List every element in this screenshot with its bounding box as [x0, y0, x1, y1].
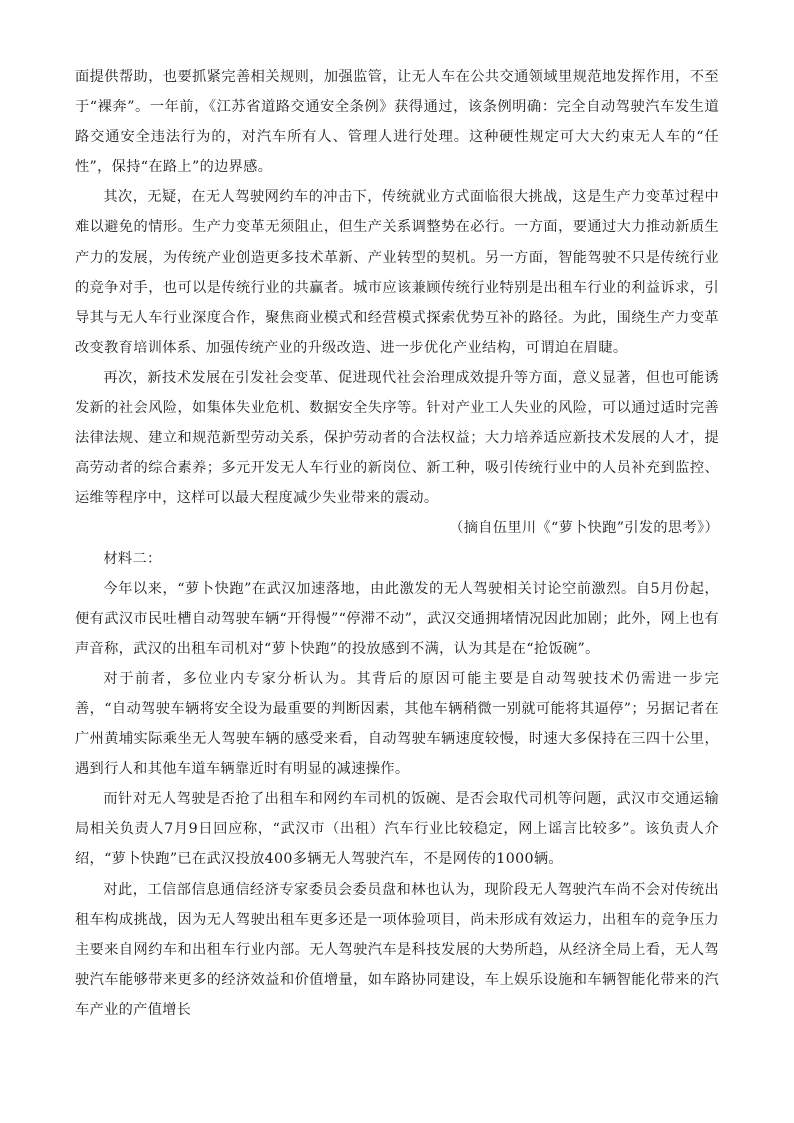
paragraph-official-response: 而针对无人驾驶是否抢了出租车和网约车司机的饭碗、是否会取代司机等问题，武汉市交通运输局相关负责人7月9日回应称，“武汉市（出租）汽车行业比较稳定，网上谣言比较多”。该负责人介绍，“萝卜快跑”已在武汉投放400多辆无人驾驶汽车，不是网传的1000辆。	[75, 791, 719, 868]
paragraph-regulation: 面提供帮助，也要抓紧完善相关规则，加强监管，让无人车在公共交通领域里规范地发挥作用，不至于“裸奔”。一年前，《江苏省道路交通安全条例》获得通过，该条例明确：完全自动驾驶汽车发生道路交通安全违法行为的，对汽车所有人、管理人进行处理。这种硬性规定可大大约束无人车的“任性”，保持“在路上”的边界感。	[75, 69, 719, 176]
paragraph-social-risk: 再次，新技术发展在引发社会变革、促进现代社会治理成效提升等方面，意义显著，但也可能诱发新的社会风险，如集体失业危机、数据安全失序等。针对产业工人失业的风险，可以通过适时完善法律法规、建立和规范新型劳动关系，保护劳动者的合法权益；大力培养适应新技术发展的人才，提高劳动者的综合素养；多元开发无人车行业的新岗位、新工种，吸引传统行业中的人员补充到监控、运维等程序中，这样可以最大程度减少失业带来的震动。	[75, 369, 719, 507]
paragraph-expert-analysis: 对于前者，多位业内专家分析认为。其背后的原因可能主要是自动驾驶技术仍需进一步完善，“自动驾驶车辆将安全设为最重要的判断因素，其他车辆稍微一别就可能将其逼停”；另据记者在广州黄埔实际乘坐无人驾驶车辆的感受来看，自动驾驶车辆速度较慢，时速大多保持在三四十公里，遇到行人和其他车道车辆靠近时有明显的减速操作。	[75, 670, 719, 778]
paragraph-wuhan-deployment: 今年以来，“萝卜快跑”在武汉加速落地，由此激发的无人驾驶相关讨论空前激烈。自5月份起，便有武汉市民吐槽自动驾驶车辆“开得慢”“停滞不动”，武汉交通拥堵情况因此加剧；此外，网上也有声音称，武汉的出租车司机对“萝卜快跑”的投放感到不满，认为其是在“抢饭碗”。	[75, 580, 719, 657]
paragraph-economic-outlook: 对此，工信部信息通信经济专家委员会委员盘和林也认为，现阶段无人驾驶汽车尚不会对传统出租车构成挑战，因为无人驾驶出租车更多还是一项体验项目，尚未形成有效运力，出租车的竞争压力主要来自网约车和出租车行业内部。无人驾驶汽车是科技发展的大势所趋，从经济全局上看，无人驾驶汽车能够带来更多的经济效益和价值增量，如车路协同建设，车上娱乐设施和车辆智能化带来的汽车产业的产值增长	[75, 881, 719, 1018]
document-page	[75, 62, 719, 1025]
material-two-heading: 材料二：	[103, 550, 162, 567]
source-citation: （摘自伍里川《“萝卜快跑”引发的思考》）	[449, 520, 719, 537]
paragraph-employment: 其次，无疑，在无人驾驶网约车的冲击下，传统就业方式面临很大挑战，这是生产力变革过程中难以避免的情形。生产力变革无须阻止，但生产关系调整势在必行。一方面，要通过大力推动新质生产力的发展，为传统产业创造更多技术革新、产业转型的契机。另一方面，智能驾驶不只是传统行业的竞争对手，也可以是传统行业的共赢者。城市应该兼顾传统行业特别是出租车行业的利益诉求，引导其与无人车行业深度合作，聚焦商业模式和经营模式探索优势互补的路径。为此，围绕生产力变革改变教育培训体系、加强传统产业的升级改造、进一步优化产业结构，可谓迫在眉睫。	[75, 189, 719, 356]
